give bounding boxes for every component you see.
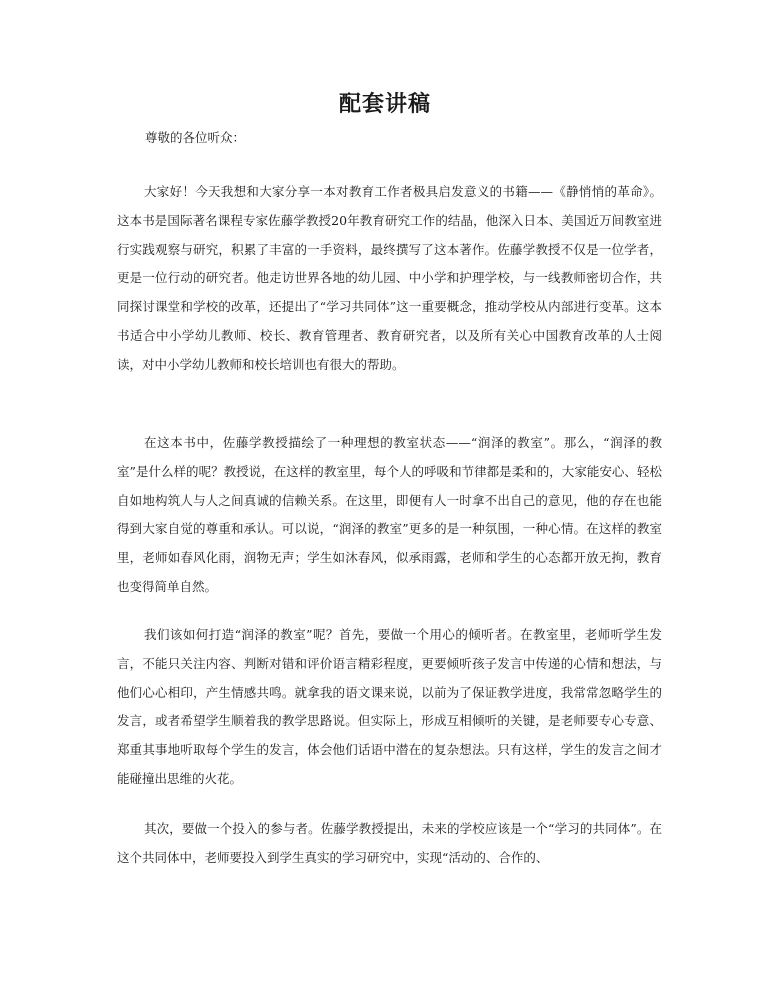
page-title: 配套讲稿 [338, 91, 431, 117]
paragraph-moist-classroom: 在这本书中，佐藤学教授描绘了一种理想的教室状态——“润泽的教室”。那么，“润泽的教室”是什么样的呢？教授说，在这样的教室里，每个人的呼吸和节律都是柔和的，大家能安心、轻松自如地构筑人与人之间真诚的信赖关系。在这里，即便有人一时拿不出自己的意见，他的存在也能得到大家自觉的尊重和承认。可以说，“润泽的教室”更多的是一种氛围，一种心情。在这样的教室里，老师如春风化雨，润物无声；学生如沐春风，似承雨露，老师和学生的心态都开放无拘，教育也变得简单自然。 [117, 435, 662, 594]
salutation: 尊敬的各位听众： [145, 130, 246, 145]
paragraph-intro: 大家好！今天我想和大家分享一本对教育工作者极具启发意义的书籍——《静悄悄的革命》。这本书是国际著名课程专家佐藤学教授20年教育研究工作的结晶，他深入日本、美国近万间教室进行实践观察与研究，积累了丰富的一手资料，最终撰写了这本著作。佐藤学教授不仅是一位学者，更是一位行动的研究者。他走访世界各地的幼儿园、中小学和护理学校，与一线教师密切合作，共同探讨课堂和学校的改革，还提出了“学习共同体”这一重要概念，推动学校从内部进行变革。这本书适合中小学幼儿教师、校长、教育管理者、教育研究者，以及所有关心中国教育改革的人士阅读，对中小学幼儿教师和校长培训也有很大的帮助。 [117, 184, 662, 372]
paragraph-participant: 其次，要做一个投入的参与者。佐藤学教授提出，未来的学校应该是一个“学习的共同体”。在这个共同体中，老师要投入到学生真实的学习研究中，实现“活动的、合作的、 [117, 821, 662, 865]
paragraph-listener: 我们该如何打造“润泽的教室”呢？首先，要做一个用心的倾听者。在教室里，老师听学生发言，不能只关注内容、判断对错和评价语言精彩程度，更要倾听孩子发言中传递的心情和想法，与他们心心相印，产生情感共鸣。就拿我的语文课来说，以前为了保证教学进度，我常常忽略学生的发言，或者希望学生顺着我的教学思路说。但实际上，形成互相倾听的关键，是老师要专心专意、郑重其事地听取每个学生的发言，体会他们话语中潜在的复杂想法。只有这样，学生的发言之间才能碰撞出思维的火花。 [117, 627, 662, 786]
